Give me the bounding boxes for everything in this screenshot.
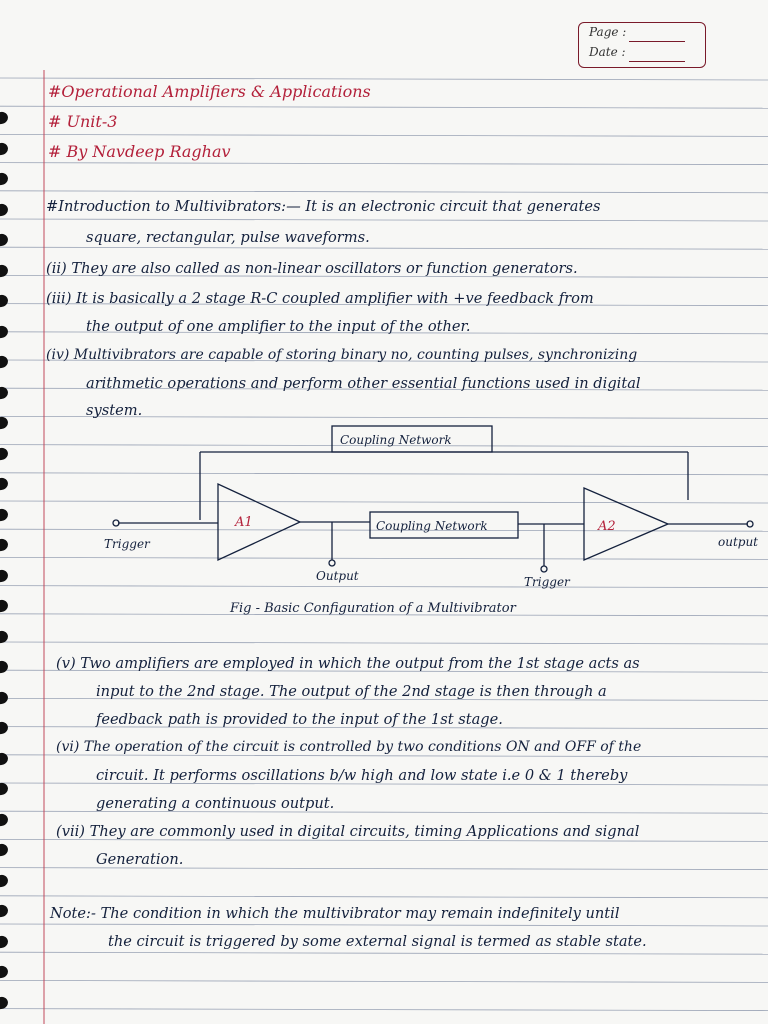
author-heading: # By Navdeep Raghav xyxy=(48,142,231,161)
trigger-mid-label: Trigger xyxy=(524,575,570,589)
date-label: Date : xyxy=(589,45,626,59)
output-terminal xyxy=(329,560,335,566)
point-v-line-2: input to the 2nd stage. The output of the 2nd stage is then through a xyxy=(96,683,607,700)
point-iii-line-1: (iii) It is basically a 2 stage R-C coupled amplifier with +ve feedback from xyxy=(46,290,594,307)
amp-a2-label: A2 xyxy=(598,519,616,534)
point-v-line-3: feedback path is provided to the input of the 1st stage. xyxy=(96,711,503,728)
page-date-box xyxy=(578,22,706,68)
amp-a2-triangle xyxy=(584,488,668,560)
intro-line-1: #Introduction to Multivibrators:— It is an electronic circuit that generates xyxy=(46,198,601,215)
amp-a1-label: A1 xyxy=(235,515,253,530)
point-vi-line-2: circuit. It performs oscillations b/w high and low state i.e 0 & 1 thereby xyxy=(96,767,628,784)
point-v-line-1: (v) Two amplifiers are employed in which the output from the 1st stage acts as xyxy=(56,655,640,672)
output-right-label: output xyxy=(718,535,759,549)
point-vi-line-3: generating a continuous output. xyxy=(96,795,335,812)
ruled-line xyxy=(0,191,768,193)
ruled-line xyxy=(0,952,768,954)
date-rule xyxy=(629,61,685,62)
multivibrator-diagram xyxy=(100,420,768,620)
ruled-line xyxy=(0,106,768,108)
trigger-terminal xyxy=(541,566,547,572)
unit-heading: # Unit-3 xyxy=(48,112,118,131)
trigger-left-label: Trigger xyxy=(104,537,150,551)
intro-line-2: square, rectangular, pulse waveforms. xyxy=(86,229,370,246)
point-vi-line-1: (vi) The operation of the circuit is controlled by two conditions ON and OFF of the xyxy=(56,739,642,755)
ruled-line xyxy=(0,980,768,982)
ruled-line xyxy=(0,163,768,165)
amp-a1-triangle xyxy=(218,484,300,560)
ruled-line xyxy=(0,924,768,926)
ruled-line xyxy=(0,755,768,757)
point-iv-line-1: (iv) Multivibrators are capable of storing binary no, counting pulses, synchronizing xyxy=(46,347,638,363)
page-label: Page : xyxy=(589,25,627,39)
figure-caption: Fig - Basic Configuration of a Multivibrator xyxy=(230,601,516,616)
middle-coupling-label: Coupling Network xyxy=(376,519,488,533)
ruled-line xyxy=(0,642,768,644)
page-rule xyxy=(629,41,685,42)
point-iv-line-3: system. xyxy=(86,402,143,419)
top-coupling-label: Coupling Network xyxy=(340,433,452,447)
title-heading: #Operational Amplifiers & Applications xyxy=(48,82,371,101)
ruled-line xyxy=(0,1009,768,1011)
ruled-line xyxy=(0,78,768,80)
point-ii-line-1: (ii) They are also called as non-linear oscillators or function generators. xyxy=(46,260,578,277)
note-line-2: the circuit is triggered by some external signal is termed as stable state. xyxy=(108,933,647,950)
output-left-label: Output xyxy=(316,569,359,583)
point-vii-line-1: (vii) They are commonly used in digital circuits, timing Applications and signal xyxy=(56,823,640,840)
point-vii-line-2: Generation. xyxy=(96,851,184,868)
ruled-line xyxy=(0,219,768,221)
ruled-line xyxy=(0,247,768,249)
note-line-1: Note:- The condition in which the multivibrator may remain indefinitely until xyxy=(50,905,620,922)
ruled-line xyxy=(0,896,768,898)
ruled-line xyxy=(0,134,768,136)
point-iv-line-2: arithmetic operations and perform other essential functions used in digital xyxy=(86,375,641,392)
point-iii-line-2: the output of one amplifier to the input of the other. xyxy=(86,318,471,335)
